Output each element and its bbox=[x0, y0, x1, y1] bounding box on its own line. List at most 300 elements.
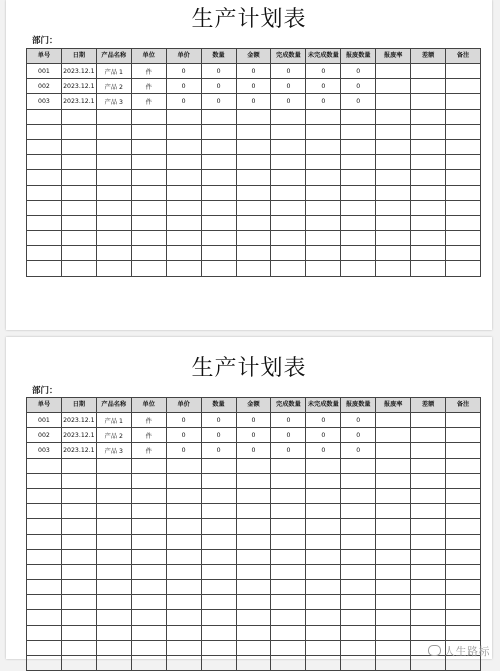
table-cell bbox=[271, 200, 306, 215]
table-cell bbox=[376, 656, 411, 671]
page-title: 生产计划表 bbox=[191, 356, 307, 381]
table-row bbox=[27, 473, 481, 488]
table-cell bbox=[341, 519, 376, 534]
table-cell bbox=[446, 413, 481, 428]
table-cell bbox=[411, 261, 446, 276]
table-cell bbox=[271, 473, 306, 488]
table-cell bbox=[376, 261, 411, 276]
table-cell: 0 bbox=[271, 94, 306, 109]
table-cell: 0 bbox=[341, 443, 376, 458]
table-cell bbox=[411, 231, 446, 246]
table-cell bbox=[131, 595, 166, 610]
table-cell bbox=[96, 200, 131, 215]
table-cell bbox=[27, 534, 62, 549]
table-row bbox=[27, 488, 481, 503]
table-cell bbox=[166, 549, 201, 564]
table-cell bbox=[27, 170, 62, 185]
table-cell bbox=[446, 109, 481, 124]
table-cell bbox=[131, 610, 166, 625]
table-row bbox=[27, 549, 481, 564]
table-cell bbox=[446, 124, 481, 139]
table-row bbox=[27, 595, 481, 610]
table-cell bbox=[376, 595, 411, 610]
table-cell: 0 bbox=[271, 428, 306, 443]
department-label: 部门： bbox=[32, 36, 58, 46]
table-cell bbox=[27, 625, 62, 640]
table-cell bbox=[166, 625, 201, 640]
table-cell bbox=[341, 215, 376, 230]
column-header: 差额 bbox=[411, 49, 446, 64]
chat-bubble-icon bbox=[428, 645, 441, 656]
table-cell bbox=[446, 473, 481, 488]
table-cell: 2023.12.1 bbox=[61, 428, 96, 443]
table-cell bbox=[306, 534, 341, 549]
table-cell bbox=[341, 504, 376, 519]
table-cell bbox=[446, 64, 481, 79]
table-cell bbox=[236, 261, 271, 276]
table-cell bbox=[201, 656, 236, 671]
table-cell bbox=[306, 231, 341, 246]
table-cell: 产品 3 bbox=[96, 443, 131, 458]
table-cell bbox=[376, 64, 411, 79]
table-cell bbox=[131, 564, 166, 579]
table-cell bbox=[96, 504, 131, 519]
table-cell bbox=[271, 109, 306, 124]
table-cell bbox=[27, 458, 62, 473]
table-cell bbox=[236, 610, 271, 625]
table-cell bbox=[446, 246, 481, 261]
table-cell bbox=[27, 549, 62, 564]
table-cell bbox=[271, 170, 306, 185]
table-cell bbox=[27, 580, 62, 595]
table-cell bbox=[96, 534, 131, 549]
table-cell bbox=[341, 246, 376, 261]
table-cell bbox=[236, 231, 271, 246]
table-cell bbox=[131, 109, 166, 124]
table-cell bbox=[201, 640, 236, 655]
table-cell bbox=[201, 231, 236, 246]
table-cell bbox=[201, 488, 236, 503]
table-cell bbox=[27, 473, 62, 488]
column-header: 报废数量 bbox=[341, 398, 376, 413]
table-cell bbox=[96, 215, 131, 230]
table-cell bbox=[271, 549, 306, 564]
table-cell: 件 bbox=[131, 64, 166, 79]
table-cell bbox=[201, 625, 236, 640]
table-row bbox=[27, 200, 481, 215]
table-cell bbox=[376, 625, 411, 640]
table-cell bbox=[131, 656, 166, 671]
table-cell bbox=[166, 504, 201, 519]
table-cell bbox=[166, 109, 201, 124]
table-cell bbox=[411, 139, 446, 154]
table-cell bbox=[27, 246, 62, 261]
table-cell: 0 bbox=[341, 428, 376, 443]
table-cell bbox=[341, 109, 376, 124]
table-cell: 0 bbox=[341, 64, 376, 79]
table-cell bbox=[61, 170, 96, 185]
table-cell bbox=[271, 640, 306, 655]
table-cell bbox=[201, 155, 236, 170]
table-cell bbox=[271, 458, 306, 473]
table-cell bbox=[376, 580, 411, 595]
table-cell bbox=[306, 109, 341, 124]
table-cell: 0 bbox=[166, 64, 201, 79]
table-cell bbox=[411, 79, 446, 94]
table-cell bbox=[27, 504, 62, 519]
table-cell bbox=[236, 215, 271, 230]
table-cell bbox=[131, 124, 166, 139]
table-cell bbox=[306, 246, 341, 261]
table-row bbox=[27, 155, 481, 170]
table-cell bbox=[201, 564, 236, 579]
table-cell bbox=[96, 231, 131, 246]
table-cell: 0 bbox=[236, 94, 271, 109]
table-cell bbox=[446, 261, 481, 276]
table-cell bbox=[306, 610, 341, 625]
table-cell bbox=[306, 139, 341, 154]
table-row bbox=[27, 139, 481, 154]
table-cell bbox=[306, 549, 341, 564]
table-cell bbox=[446, 428, 481, 443]
table-cell bbox=[306, 458, 341, 473]
column-header: 金额 bbox=[236, 49, 271, 64]
table-cell: 2023.12.1 bbox=[61, 94, 96, 109]
table-cell bbox=[96, 488, 131, 503]
table-cell bbox=[166, 564, 201, 579]
table-row bbox=[27, 413, 481, 428]
table-cell bbox=[236, 473, 271, 488]
table-cell bbox=[131, 139, 166, 154]
table-cell bbox=[61, 580, 96, 595]
table-cell bbox=[236, 549, 271, 564]
table-cell bbox=[341, 656, 376, 671]
column-header: 数量 bbox=[201, 49, 236, 64]
table-cell bbox=[201, 109, 236, 124]
table-cell bbox=[376, 94, 411, 109]
table-cell bbox=[96, 564, 131, 579]
table-cell: 0 bbox=[166, 79, 201, 94]
table-cell: 0 bbox=[271, 413, 306, 428]
table-row bbox=[27, 124, 481, 139]
column-header: 日期 bbox=[61, 398, 96, 413]
table-cell bbox=[131, 185, 166, 200]
table-cell bbox=[341, 640, 376, 655]
table-cell bbox=[376, 640, 411, 655]
table-cell bbox=[166, 139, 201, 154]
table-cell bbox=[271, 215, 306, 230]
table-cell bbox=[411, 564, 446, 579]
table-cell bbox=[61, 504, 96, 519]
table-cell bbox=[166, 656, 201, 671]
column-header: 单价 bbox=[166, 398, 201, 413]
table-cell bbox=[341, 139, 376, 154]
table-cell bbox=[376, 139, 411, 154]
table-cell bbox=[27, 200, 62, 215]
table-cell bbox=[201, 139, 236, 154]
table-cell bbox=[411, 170, 446, 185]
table-row bbox=[27, 610, 481, 625]
table-cell bbox=[166, 170, 201, 185]
table-cell bbox=[61, 458, 96, 473]
table-cell bbox=[61, 261, 96, 276]
table-cell bbox=[306, 625, 341, 640]
table-cell bbox=[376, 124, 411, 139]
table-cell bbox=[376, 443, 411, 458]
table-row bbox=[27, 564, 481, 579]
table-cell bbox=[411, 185, 446, 200]
table-cell bbox=[341, 595, 376, 610]
table-cell bbox=[27, 656, 62, 671]
table-cell: 0 bbox=[236, 443, 271, 458]
table-cell bbox=[131, 246, 166, 261]
table-cell bbox=[341, 200, 376, 215]
table-row bbox=[27, 443, 481, 458]
plan-table bbox=[26, 397, 481, 671]
table-cell bbox=[96, 185, 131, 200]
table-cell bbox=[236, 488, 271, 503]
table-cell bbox=[306, 488, 341, 503]
table-header-row bbox=[27, 398, 481, 413]
table-cell bbox=[446, 625, 481, 640]
table-cell bbox=[306, 185, 341, 200]
table-cell: 0 bbox=[201, 64, 236, 79]
table-cell bbox=[166, 610, 201, 625]
table-cell bbox=[61, 215, 96, 230]
table-cell bbox=[61, 200, 96, 215]
table-cell bbox=[271, 610, 306, 625]
table-cell bbox=[411, 504, 446, 519]
table-cell: 003 bbox=[27, 443, 62, 458]
table-cell: 0 bbox=[306, 64, 341, 79]
table-cell: 产品 1 bbox=[96, 413, 131, 428]
table-cell bbox=[376, 549, 411, 564]
table-cell bbox=[61, 625, 96, 640]
table-cell: 0 bbox=[166, 413, 201, 428]
table-cell bbox=[96, 139, 131, 154]
table-cell bbox=[61, 656, 96, 671]
table-cell bbox=[131, 200, 166, 215]
table-cell: 0 bbox=[201, 428, 236, 443]
table-cell: 0 bbox=[201, 413, 236, 428]
column-header: 差额 bbox=[411, 398, 446, 413]
table-header-row bbox=[27, 49, 481, 64]
table-cell bbox=[201, 580, 236, 595]
table-cell bbox=[96, 656, 131, 671]
column-header: 产品名称 bbox=[96, 398, 131, 413]
plan-sheet-1 bbox=[6, 0, 492, 330]
column-header: 报废数量 bbox=[341, 49, 376, 64]
column-header: 未完成数量 bbox=[306, 49, 341, 64]
table-cell bbox=[201, 458, 236, 473]
table-cell bbox=[376, 200, 411, 215]
table-cell bbox=[96, 549, 131, 564]
column-header: 单位 bbox=[131, 398, 166, 413]
table-cell bbox=[236, 595, 271, 610]
table-cell bbox=[61, 473, 96, 488]
table-cell bbox=[411, 94, 446, 109]
table-cell: 0 bbox=[236, 428, 271, 443]
table-cell bbox=[61, 534, 96, 549]
watermark-text: 人生路标 bbox=[444, 645, 490, 658]
column-header: 完成数量 bbox=[271, 49, 306, 64]
table-cell bbox=[376, 610, 411, 625]
table-cell bbox=[306, 124, 341, 139]
table-cell bbox=[96, 625, 131, 640]
table-cell bbox=[131, 170, 166, 185]
table-cell bbox=[376, 413, 411, 428]
table-cell bbox=[376, 231, 411, 246]
table-cell bbox=[131, 473, 166, 488]
table-row bbox=[27, 79, 481, 94]
table-cell bbox=[306, 261, 341, 276]
table-row bbox=[27, 656, 481, 671]
table-cell: 件 bbox=[131, 428, 166, 443]
table-cell bbox=[201, 610, 236, 625]
table-cell bbox=[166, 124, 201, 139]
table-cell bbox=[341, 610, 376, 625]
table-cell bbox=[96, 610, 131, 625]
table-cell bbox=[376, 458, 411, 473]
table-cell bbox=[201, 504, 236, 519]
table-cell bbox=[271, 261, 306, 276]
table-cell: 0 bbox=[236, 79, 271, 94]
table-cell bbox=[201, 534, 236, 549]
table-cell: 产品 2 bbox=[96, 428, 131, 443]
table-cell bbox=[341, 549, 376, 564]
table-row bbox=[27, 64, 481, 79]
table-cell bbox=[236, 124, 271, 139]
table-cell bbox=[236, 640, 271, 655]
table-cell bbox=[61, 155, 96, 170]
table-cell bbox=[27, 261, 62, 276]
table-cell: 0 bbox=[341, 94, 376, 109]
table-cell bbox=[236, 458, 271, 473]
table-cell bbox=[446, 504, 481, 519]
table-cell bbox=[61, 139, 96, 154]
column-header: 单号 bbox=[27, 398, 62, 413]
table-cell bbox=[341, 625, 376, 640]
table-cell: 2023.12.1 bbox=[61, 413, 96, 428]
table-cell: 件 bbox=[131, 413, 166, 428]
table-row bbox=[27, 246, 481, 261]
department-label: 部门： bbox=[32, 386, 58, 396]
table-row bbox=[27, 215, 481, 230]
table-cell bbox=[131, 640, 166, 655]
table-cell: 002 bbox=[27, 79, 62, 94]
table-cell bbox=[376, 534, 411, 549]
table-cell bbox=[201, 200, 236, 215]
table-cell bbox=[236, 139, 271, 154]
table-cell bbox=[376, 473, 411, 488]
table-cell bbox=[166, 200, 201, 215]
table-cell bbox=[341, 170, 376, 185]
table-row bbox=[27, 458, 481, 473]
table-cell bbox=[446, 610, 481, 625]
table-cell bbox=[411, 443, 446, 458]
table-cell bbox=[376, 170, 411, 185]
table-cell bbox=[411, 428, 446, 443]
table-cell bbox=[411, 246, 446, 261]
column-header: 产品名称 bbox=[96, 49, 131, 64]
column-header: 数量 bbox=[201, 398, 236, 413]
column-header: 报废率 bbox=[376, 398, 411, 413]
table-cell bbox=[411, 200, 446, 215]
table-cell bbox=[96, 595, 131, 610]
column-header: 单号 bbox=[27, 49, 62, 64]
table-cell: 件 bbox=[131, 79, 166, 94]
table-cell bbox=[411, 625, 446, 640]
table-cell bbox=[411, 580, 446, 595]
table-row bbox=[27, 580, 481, 595]
column-header: 备注 bbox=[446, 398, 481, 413]
table-cell bbox=[166, 246, 201, 261]
table-cell bbox=[201, 519, 236, 534]
table-cell bbox=[376, 519, 411, 534]
table-cell bbox=[236, 656, 271, 671]
table-cell bbox=[131, 549, 166, 564]
table-cell bbox=[446, 519, 481, 534]
table-cell bbox=[27, 610, 62, 625]
table-cell bbox=[131, 625, 166, 640]
table-cell bbox=[61, 549, 96, 564]
table-cell bbox=[446, 231, 481, 246]
table-cell bbox=[166, 640, 201, 655]
plan-sheet-2 bbox=[6, 337, 492, 659]
table-cell bbox=[446, 155, 481, 170]
table-cell: 0 bbox=[166, 94, 201, 109]
table-cell bbox=[201, 215, 236, 230]
watermark bbox=[428, 643, 490, 659]
table-cell bbox=[201, 473, 236, 488]
table-cell: 2023.12.1 bbox=[61, 443, 96, 458]
table-cell bbox=[236, 519, 271, 534]
table-cell bbox=[341, 155, 376, 170]
table-cell bbox=[376, 215, 411, 230]
table-cell bbox=[166, 155, 201, 170]
table-cell bbox=[201, 170, 236, 185]
table-cell bbox=[166, 473, 201, 488]
table-cell bbox=[96, 580, 131, 595]
table-cell bbox=[96, 640, 131, 655]
table-cell bbox=[166, 595, 201, 610]
table-cell: 001 bbox=[27, 413, 62, 428]
table-cell bbox=[376, 79, 411, 94]
table-row bbox=[27, 625, 481, 640]
table-cell: 0 bbox=[306, 94, 341, 109]
table-cell bbox=[201, 246, 236, 261]
table-cell bbox=[201, 124, 236, 139]
table-cell bbox=[131, 215, 166, 230]
table-cell bbox=[271, 231, 306, 246]
table-cell bbox=[236, 170, 271, 185]
table-cell bbox=[446, 458, 481, 473]
table-cell bbox=[341, 488, 376, 503]
table-cell bbox=[166, 185, 201, 200]
column-header: 金额 bbox=[236, 398, 271, 413]
table-cell: 0 bbox=[201, 79, 236, 94]
table-cell bbox=[271, 534, 306, 549]
table-cell bbox=[61, 124, 96, 139]
table-cell bbox=[96, 261, 131, 276]
table-cell: 产品 3 bbox=[96, 94, 131, 109]
table-cell: 0 bbox=[306, 79, 341, 94]
table-cell: 0 bbox=[341, 79, 376, 94]
table-cell bbox=[236, 534, 271, 549]
table-cell: 0 bbox=[271, 64, 306, 79]
table-cell bbox=[376, 155, 411, 170]
table-cell bbox=[411, 610, 446, 625]
